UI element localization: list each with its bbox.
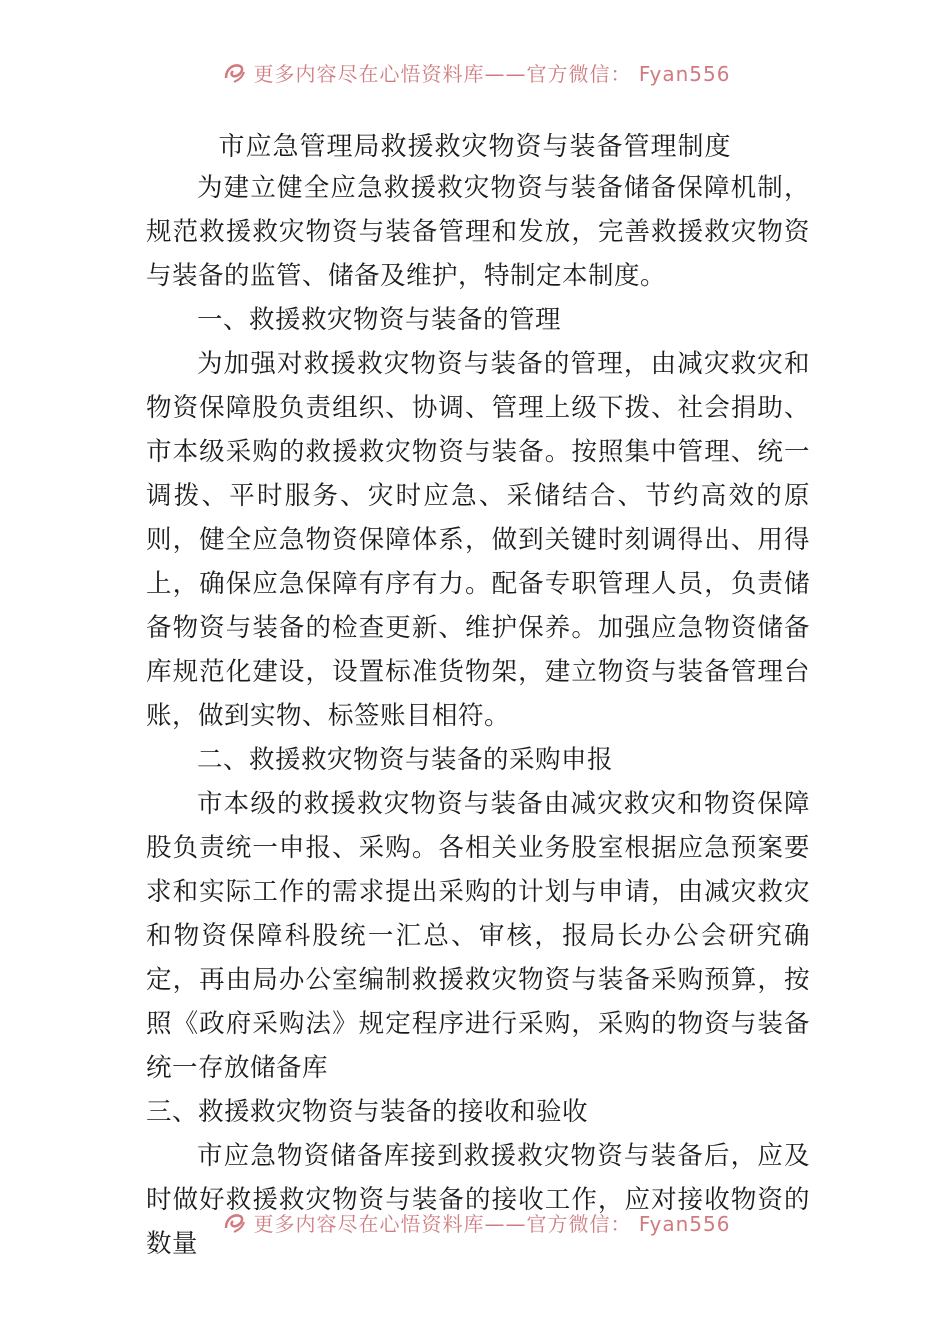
logo-icon <box>220 1208 248 1236</box>
section-heading-1: 一、救援救灾物资与装备的管理 <box>197 305 562 335</box>
paragraph-section-3: 市应急物资储备库接到救援救灾物资与装备后，应及时做好救援救灾物资与装备的接收工作，应对接收物资的数量 <box>146 1141 810 1259</box>
watermark-text: 更多内容尽在心悟资料库——官方微信： Fyan556 <box>253 61 731 86</box>
document-body <box>146 166 810 1266</box>
watermark-text: 更多内容尽在心悟资料库——官方微信： Fyan556 <box>253 1211 731 1236</box>
watermark-footer <box>0 1202 950 1242</box>
section-heading-2: 二、救援救灾物资与装备的采购申报 <box>197 745 614 775</box>
paragraph-intro: 为建立健全应急救援救灾物资与装备储备保障机制，规范救援救灾物资与装备管理和发放，完善救援救灾物资与装备的监管、储备及维护，特制定本制度。 <box>146 173 810 291</box>
document-title: 市应急管理局救援救灾物资与装备管理制度 <box>218 132 732 162</box>
section-heading-3: 三、救援救灾物资与装备的接收和验收 <box>146 1097 589 1127</box>
paragraph-section-2: 市本级的救援救灾物资与装备由减灾救灾和物资保障股负责统一申报、采购。各相关业务股室根据应急预案要求和实际工作的需求提出采购的计划与申请，由减灾救灾和物资保障科股统一汇总、审核，报局长办公会研究确定，再由局办公室编制救援救灾物资与装备采购预算，按照《政府采购法》规定程序进行采购，采购的物资与装备统一存放储备库 <box>146 789 810 1083</box>
logo-icon <box>220 58 248 86</box>
paragraph-section-1: 为加强对救援救灾物资与装备的管理，由减灾救灾和物资保障股负责组织、协调、管理上级下拨、社会捐助、市本级采购的救援救灾物资与装备。按照集中管理、统一调拨、平时服务、灾时应急、采储结合、节约高效的原则，健全应急物资保障体系，做到关键时刻调得出、用得上，确保应急保障有序有力。配备专职管理人员，负责储备物资与装备的检查更新、维护保养。加强应急物资储备库规范化建设，设置标准货物架，建立物资与装备管理台账，做到实物、标签账目相符。 <box>146 349 810 731</box>
watermark-header <box>0 52 950 92</box>
